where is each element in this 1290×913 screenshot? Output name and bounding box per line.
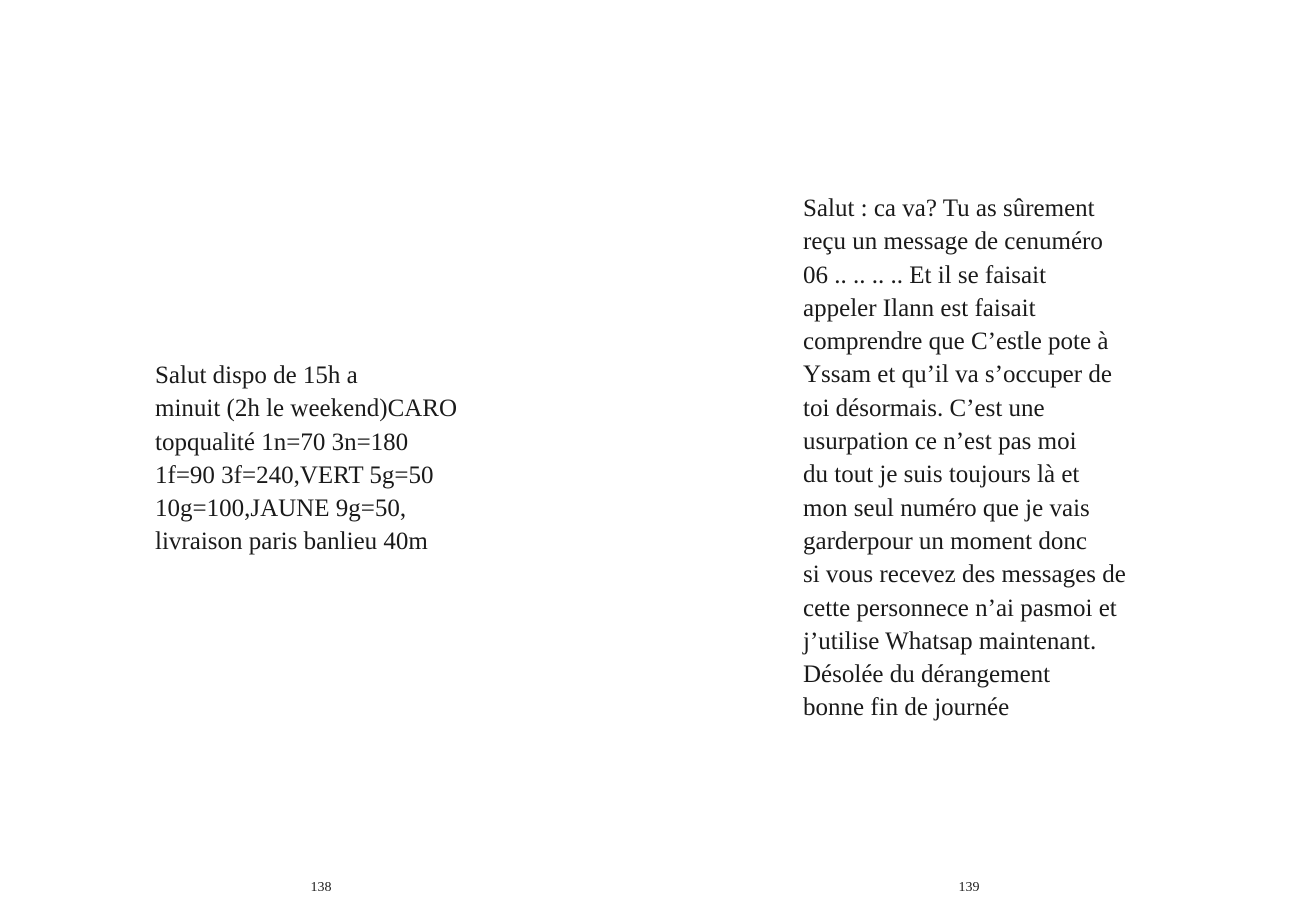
text-line: mon seul numéro que je vais	[803, 494, 1090, 522]
right-page	[645, 0, 1290, 913]
text-line: cette personnece n’ai pasmoi et	[803, 594, 1117, 622]
page-number-left: 138	[310, 880, 332, 895]
text-line: appeler Ilann est faisait	[803, 294, 1036, 322]
text-line: Yssam et qu’il va s’occuper de	[803, 361, 1112, 389]
text-line: Désolée du dérangement	[803, 661, 1051, 689]
text-line: minuit (2h le weekend)CARO	[155, 395, 458, 423]
text-line: si vous recevez des messages de	[803, 561, 1126, 589]
text-line: toi désormais. C’est une	[803, 394, 1045, 422]
text-line: comprendre que C’estle pote à	[803, 328, 1109, 356]
text-line: 06 .. .. .. .. Et il se faisait	[803, 261, 1047, 289]
text-line: 10g=100,JAUNE 9g=50,	[155, 495, 407, 523]
page-number-right: 139	[958, 880, 980, 895]
text-line: usurpation ce n’est pas moi	[803, 428, 1077, 456]
text-line: du tout je suis toujours là et	[803, 461, 1080, 489]
text-line: j’utilise Whatsap maintenant.	[803, 627, 1097, 655]
text-line: livraison paris banlieu 40m	[155, 528, 428, 556]
text-line: bonne fin de journée	[803, 694, 1010, 722]
text-line: topqualité 1n=70 3n=180	[155, 428, 409, 456]
text-line: garderpour un moment donc	[803, 527, 1087, 555]
text-line: reçu un message de cenuméro	[803, 228, 1103, 256]
text-line: Salut : ca va? Tu as sûrement	[803, 195, 1095, 222]
text-line: 1f=90 3f=240,VERT 5g=50	[155, 461, 434, 489]
left-page-text	[155, 359, 457, 559]
text-line: Salut dispo de 15h a	[155, 362, 358, 389]
right-page-text	[803, 192, 1126, 725]
